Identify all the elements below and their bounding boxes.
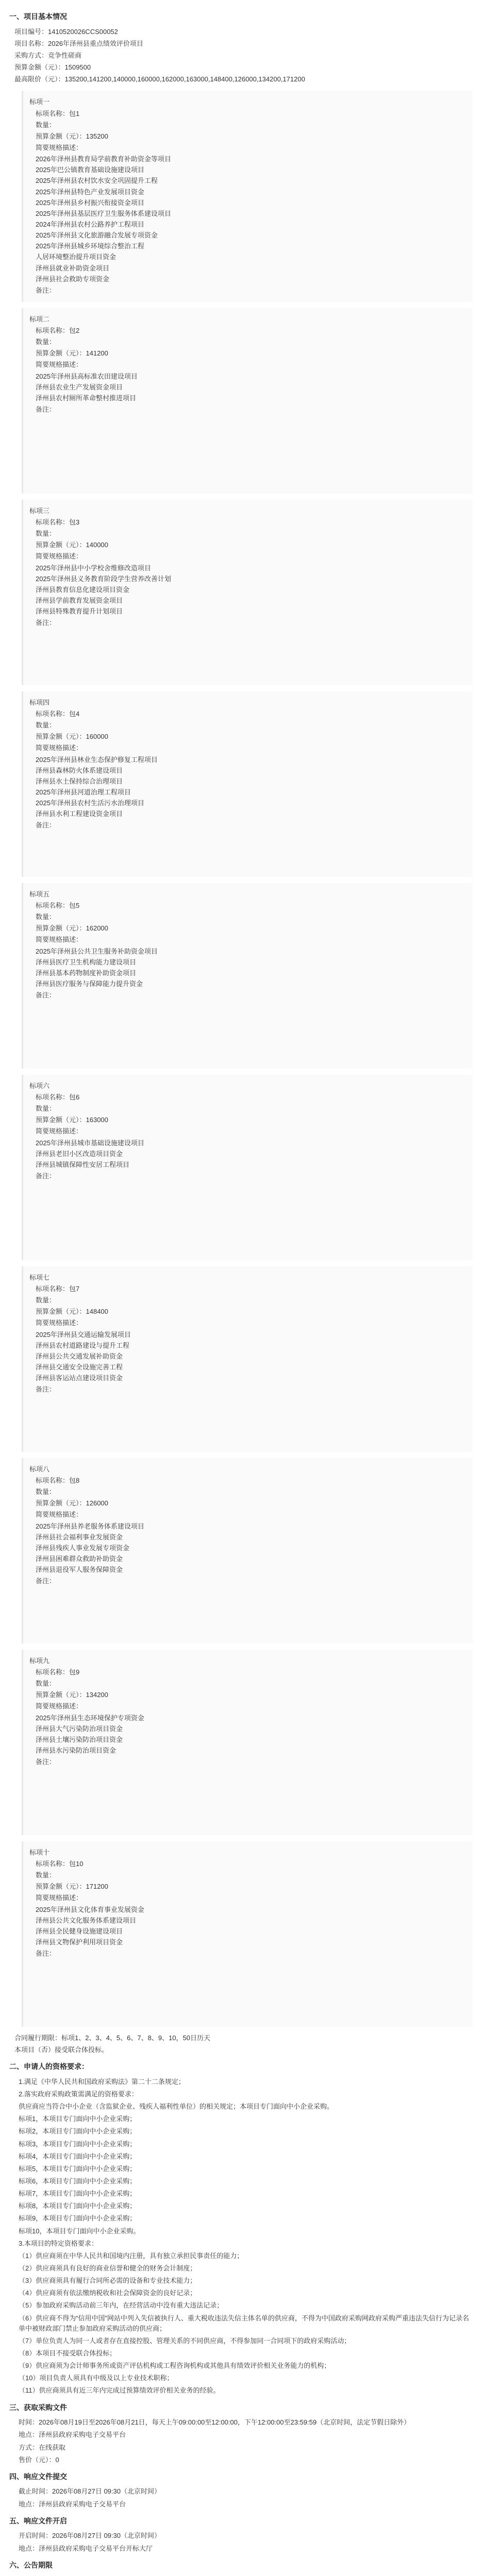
lot-header: 标项四 xyxy=(29,698,50,706)
lot-budget: 预算金额（元）：163000 xyxy=(36,1116,108,1124)
requirement-item: （7）单位负责人为同一人或者存在直接控股、管理关系的不同供应商，不得参加同一合同项下的政府采购活动； xyxy=(19,2336,351,2345)
requirement-item: （3）供应商须具有履行合同所必需的设备和专业技术能力； xyxy=(19,2277,197,2285)
lot-budget: 预算金额（元）：134200 xyxy=(36,1691,108,1699)
open-place: 地点：泽州县政府采购电子交易平台开标大厅 xyxy=(19,2544,153,2552)
lot-block xyxy=(22,1650,473,1835)
lot-spec-title: 简要规格描述： xyxy=(36,744,83,752)
lot-remark: 备注： xyxy=(36,1385,56,1394)
lot-spec-line: 2025年泽州县义务教育阶段学生营养改善计划 xyxy=(36,574,171,583)
requirement-item: （8）本项目不接受联合体投标； xyxy=(19,2349,117,2357)
lot-spec-line: 2025年泽州县河道治理工程项目 xyxy=(36,788,131,796)
requirement-item: （4）供应商须有依法缴纳税收和社会保障资金的良好记录； xyxy=(19,2289,197,2297)
lot-spec-title: 简要规格描述： xyxy=(36,1894,83,1902)
lot-spec-line: 泽州县社会福利事业发展资金 xyxy=(36,1533,123,1541)
lot-name: 标项名称：包1 xyxy=(36,109,80,117)
lot-spec-line: 2025年泽州县生态环境保护专项资金 xyxy=(36,1714,144,1722)
consortium-note: 本项目（否）接受联合体投标。 xyxy=(14,2046,109,2054)
obtain-place: 地点：泽州县政府采购电子交易平台 xyxy=(19,2431,126,2439)
section-obtain-title: 三、获取采购文件 xyxy=(9,2403,67,2412)
project-number: 项目编号：1410520026CCS00052 xyxy=(14,27,118,36)
lot-spec-line: 2025年泽州县城市基础设施建设项目 xyxy=(36,1139,144,1147)
lot-remark: 备注： xyxy=(36,1758,56,1766)
lot-spec-line: 泽州县农村道路建设与提升工程 xyxy=(36,1341,130,1349)
lot-block xyxy=(22,1841,473,2027)
lot-name: 标项名称：包7 xyxy=(36,1285,80,1293)
submit-place: 地点：泽州县政府采购电子交易平台 xyxy=(19,2500,126,2508)
lot-spec-lines xyxy=(36,1713,467,1756)
requirement-item: 标项6，本项目专门面向中小企业采购； xyxy=(19,2177,137,2185)
lot-spec-line: 泽州县大气污染防治项目资金 xyxy=(36,1724,123,1733)
lot-spec-title: 简要规格描述： xyxy=(36,1511,83,1519)
requirement-item: 标项3，本项目专门面向中小企业采购； xyxy=(19,2140,137,2148)
requirement-item: 1.满足《中华人民共和国政府采购法》第二十二条规定； xyxy=(19,2077,185,2086)
lot-spec-line: 泽州县困难群众救助补助资金 xyxy=(36,1555,123,1563)
lot-quantity: 数量： xyxy=(36,530,56,538)
lot-budget: 预算金额（元）：135200 xyxy=(36,132,108,140)
submit-deadline: 截止时间：2026年08月27日 09:30（北京时间） xyxy=(19,2487,161,2496)
lot-name: 标项名称：包10 xyxy=(36,1860,84,1868)
lot-spec-line: 泽州县公共交通发展补助资金 xyxy=(36,1352,123,1360)
lot-quantity: 数量： xyxy=(36,1488,56,1496)
lot-block xyxy=(22,308,473,494)
lot-spec-lines xyxy=(36,1521,467,1575)
lot-header: 标项五 xyxy=(29,890,50,898)
lot-spec-lines xyxy=(36,755,467,820)
requirement-item: （1）供应商须在中华人民共和国境内注册，具有独立承担民事责任的能力； xyxy=(19,2251,244,2260)
lot-spec-lines xyxy=(36,1905,467,1948)
max-price: 最高限价（元）：135200,141200,140000,160000,162000,163000,148400,126000,134200,171200 xyxy=(14,75,305,83)
lot-name: 标项名称：包9 xyxy=(36,1668,80,1676)
lot-remark: 备注： xyxy=(36,1950,56,1958)
lot-quantity: 数量： xyxy=(36,1871,56,1879)
lot-name: 标项名称：包3 xyxy=(36,518,80,527)
section-period-title: 六、公告期限 xyxy=(9,2561,53,2569)
lot-spec-line: 2025年巴公镇教育基础设施建设项目 xyxy=(36,166,144,174)
procurement-method: 采购方式：竞争性磋商 xyxy=(14,51,82,59)
requirement-item: 标项9，本项目专门面向中小企业采购； xyxy=(19,2214,137,2223)
lot-spec-line: 2025年泽州县文化旅游融合发展专项资金 xyxy=(36,231,158,240)
lot-spec-line: 泽州县医疗卫生机构能力建设项目 xyxy=(36,958,137,966)
lot-spec-line: 2025年泽州县中小学校舍维修改造项目 xyxy=(36,564,151,572)
lot-block xyxy=(22,883,473,1069)
lot-remark: 备注： xyxy=(36,1577,56,1585)
lot-budget: 预算金额（元）：162000 xyxy=(36,924,108,933)
lot-list xyxy=(9,91,473,2027)
lot-header: 标项二 xyxy=(29,315,50,323)
lot-header: 标项九 xyxy=(29,1656,50,1665)
obtain-method: 方式：在线获取 xyxy=(19,2443,66,2451)
lot-block xyxy=(22,500,473,685)
section-submit-title: 四、响应文件提交 xyxy=(9,2472,67,2481)
section-basic-info-title: 一、项目基本情况 xyxy=(9,12,67,21)
lot-spec-title: 简要规格描述： xyxy=(36,552,83,561)
lot-spec-line: 泽州县公共文化服务体系建设项目 xyxy=(36,1916,137,1924)
lot-header: 标项十 xyxy=(29,1848,50,1856)
lot-block xyxy=(22,1266,473,1452)
requirement-item: （11）供应商须具有近三年内完成过预算绩效评价相关业务的经验。 xyxy=(19,2386,220,2395)
requirement-item: （10）项目负责人须具有中级及以上专业技术职称； xyxy=(19,2374,174,2382)
lot-spec-line: 2025年泽州县农村饮水安全巩固提升工程 xyxy=(36,177,158,185)
lot-spec-line: 泽州县基本药物制度补助资金项目 xyxy=(36,969,137,977)
lot-spec-title: 简要规格描述： xyxy=(36,936,83,944)
requirement-item: 标项2，本项目专门面向中小企业采购； xyxy=(19,2127,137,2136)
lot-spec-title: 简要规格描述： xyxy=(36,1127,83,1136)
requirement-item: 3.本项目的特定资格要求： xyxy=(19,2239,98,2247)
lot-remark: 备注： xyxy=(36,991,56,999)
lot-summary: 合同履行期限：标项1、2、3、4、5、6、7、8、9、10，50日历天 xyxy=(14,2033,210,2042)
section-open-title: 五、响应文件开启 xyxy=(9,2516,67,2525)
requirement-item: 标项4，本项目专门面向中小企业采购； xyxy=(19,2152,137,2160)
lot-remark: 备注： xyxy=(36,286,56,294)
project-name: 项目名称：2026年泽州县重点绩效评价项目 xyxy=(14,39,143,47)
requirement-item: 标项8，本项目专门面向中小企业采购； xyxy=(19,2202,137,2210)
lot-spec-line: 泽州县农村厕所革命整村推进项目 xyxy=(36,394,137,402)
lot-quantity: 数量： xyxy=(36,1296,56,1304)
lot-spec-lines xyxy=(36,154,467,284)
lot-spec-line: 泽州县农业生产发展资金项目 xyxy=(36,383,123,391)
lot-header: 标项六 xyxy=(29,1081,50,1090)
lot-name: 标项名称：包6 xyxy=(36,1093,80,1101)
obtain-price: 售价（元）：0 xyxy=(19,2455,59,2464)
lot-spec-line: 泽州县交通安全设施完善工程 xyxy=(36,1363,123,1371)
lot-spec-title: 简要规格描述： xyxy=(36,361,83,369)
section-qualification-title: 二、申请人的资格要求： xyxy=(9,2062,89,2071)
requirement-item: 标项5，本项目专门面向中小企业采购； xyxy=(19,2164,137,2173)
lot-spec-lines xyxy=(36,1138,467,1170)
lot-spec-line: 2024年泽州县农村公路养护工程项目 xyxy=(36,220,144,228)
lot-spec-lines xyxy=(36,371,467,403)
lot-spec-line: 泽州县特殊教育提升计划项目 xyxy=(36,607,123,616)
lot-budget: 预算金额（元）：171200 xyxy=(36,1883,108,1891)
requirement-item: （9）供应商须为会计师事务所或资产评估机构或工程咨询机构或其他具有绩效评价相关业务能力的机构； xyxy=(19,2362,331,2370)
lot-spec-lines xyxy=(36,946,467,990)
lot-remark: 备注： xyxy=(36,619,56,627)
lot-spec-line: 2025年泽州县农村生活污水治理项目 xyxy=(36,799,144,807)
lot-budget: 预算金额（元）：141200 xyxy=(36,349,108,358)
lot-spec-line: 泽州县残疾人事业发展专项资金 xyxy=(36,1544,130,1552)
lot-quantity: 数量： xyxy=(36,913,56,921)
lot-spec-line: 泽州县水利工程建设资金项目 xyxy=(36,810,123,818)
lot-spec-line: 2025年泽州县林业生态保护修复工程项目 xyxy=(36,755,158,764)
lot-name: 标项名称：包4 xyxy=(36,710,80,718)
lot-block xyxy=(22,1075,473,1260)
lot-budget: 预算金额（元）：126000 xyxy=(36,1499,108,1507)
lot-spec-line: 泽州县社会救助专项资金 xyxy=(36,275,110,283)
lot-header: 标项八 xyxy=(29,1465,50,1473)
lot-spec-line: 泽州县森林防火体系建设项目 xyxy=(36,766,123,774)
requirement-item: （5）参加政府采购活动前三年内，在经营活动中没有重大违法记录； xyxy=(19,2301,224,2310)
lot-budget: 预算金额（元）：148400 xyxy=(36,1308,108,1316)
lot-name: 标项名称：包8 xyxy=(36,1477,80,1485)
lot-spec-title: 简要规格描述： xyxy=(36,1319,83,1327)
lot-spec-title: 简要规格描述： xyxy=(36,1702,83,1710)
lot-spec-line: 2025年泽州县乡村振兴衔接资金项目 xyxy=(36,198,144,207)
lot-spec-line: 泽州县客运站点建设项目资金 xyxy=(36,1374,123,1382)
requirements-list xyxy=(9,2077,473,2396)
open-time: 开启时间：2026年08月27日 09:30（北京时间） xyxy=(19,2532,161,2540)
requirement-item: 2.落实政府采购政策需满足的资格要求： xyxy=(19,2090,138,2098)
lot-name: 标项名称：包2 xyxy=(36,327,80,335)
requirement-item: （2）供应商须具有良好的商业信誉和健全的财务会计制度； xyxy=(19,2264,197,2272)
lot-spec-line: 泽州县就业补助资金项目 xyxy=(36,264,110,272)
lot-header: 标项七 xyxy=(29,1273,50,1281)
obtain-time: 时间：2026年08月19日至2026年08月21日，每天上午09:00:00至12:00:00，下午12:00:00至23:59:59（北京时间，法定节假日除外） xyxy=(19,2418,411,2427)
lot-quantity: 数量： xyxy=(36,1105,56,1113)
lot-header: 标项一 xyxy=(29,98,50,106)
lot-remark: 备注： xyxy=(36,405,56,414)
lot-spec-line: 2026年泽州县教育局学前教育补助资金等项目 xyxy=(36,155,171,163)
lot-spec-line: 2025年泽州县基层医疗卫生服务体系建设项目 xyxy=(36,209,171,217)
lot-spec-line: 2025年泽州县文化体育事业发展资金 xyxy=(36,1905,144,1913)
lot-spec-line: 泽州县教育信息化建设项目资金 xyxy=(36,585,130,594)
requirement-item: 供应商应当符合中小企业（含监狱企业、残疾人福利性单位）的相关规定；本项目专门面向中小企业采购。 xyxy=(19,2103,334,2111)
lot-remark: 备注： xyxy=(36,1172,56,1180)
lot-quantity: 数量： xyxy=(36,1680,56,1688)
requirement-item: 标项10，本项目专门面向中小企业采购。 xyxy=(19,2227,140,2235)
lot-header: 标项三 xyxy=(29,506,50,515)
lot-budget: 预算金额（元）：140000 xyxy=(36,541,108,549)
lot-spec-line: 泽州县文物保护利用项目资金 xyxy=(36,1938,123,1946)
lot-budget: 预算金额（元）：160000 xyxy=(36,733,108,741)
lot-spec-line: 2025年泽州县交通运输发展项目 xyxy=(36,1330,131,1338)
lot-spec-line: 泽州县老旧小区改造项目资金 xyxy=(36,1149,123,1158)
lot-spec-line: 泽州县学前教育发展资金项目 xyxy=(36,597,123,605)
lot-spec-line: 泽州县城镇保障性安居工程项目 xyxy=(36,1160,130,1168)
lot-spec-line: 2025年泽州县养老服务体系建设项目 xyxy=(36,1522,144,1530)
lot-name: 标项名称：包5 xyxy=(36,902,80,910)
lot-quantity: 数量： xyxy=(36,721,56,730)
lot-spec-lines xyxy=(36,563,467,617)
lot-remark: 备注： xyxy=(36,821,56,829)
lot-spec-line: 2025年泽州县特色产业发展项目资金 xyxy=(36,188,144,196)
lot-spec-title: 简要规格描述： xyxy=(36,143,83,151)
lot-spec-line: 泽州县全民健身设施建设项目 xyxy=(36,1927,123,1935)
lot-spec-line: 泽州县退役军人服务保障资金 xyxy=(36,1566,123,1574)
lot-block xyxy=(22,691,473,877)
lot-spec-line: 2025年泽州县城乡环境综合整治工程 xyxy=(36,242,144,250)
lot-spec-line: 人居环境整治提升项目资金 xyxy=(36,253,117,261)
lot-spec-line: 2025年泽州县公共卫生服务补助资金项目 xyxy=(36,947,158,955)
lot-block xyxy=(22,91,473,302)
lot-block xyxy=(22,1458,473,1643)
lot-spec-line: 2025年泽州县高标准农田建设项目 xyxy=(36,372,138,380)
lot-spec-lines xyxy=(36,1330,467,1384)
budget-amount: 预算金额（元）：1509500 xyxy=(14,63,91,72)
requirement-item: 标项1，本项目专门面向中小企业采购； xyxy=(19,2115,137,2123)
lot-spec-line: 泽州县水污染防治项目资金 xyxy=(36,1747,117,1755)
requirement-item: （6）供应商不得为“信用中国”网站中列入失信被执行人、重大税收违法失信主体名单的供应商，不得为中国政府采购网政府采购严重违法失信行为记录名单中被财政部门禁止参加政府采购活动的供应商； xyxy=(19,2314,469,2332)
lot-spec-line: 泽州县水土保持综合治理项目 xyxy=(36,777,123,785)
requirement-item: 标项7，本项目专门面向中小企业采购； xyxy=(19,2190,137,2198)
lot-spec-line: 泽州县土壤污染防治项目资金 xyxy=(36,1735,123,1743)
lot-spec-line: 泽州县医疗服务与保障能力提升资金 xyxy=(36,980,143,988)
lot-quantity: 数量： xyxy=(36,338,56,346)
lot-quantity: 数量： xyxy=(36,121,56,129)
